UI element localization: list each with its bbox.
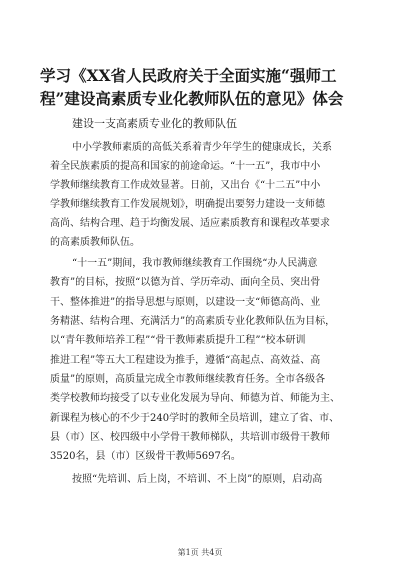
body-line: 学教师继续教育工作成效显著。日前，又出台《“十二五”中小	[50, 180, 321, 191]
body-line: 高尚、结构合理、趋于均衡发展、适应素质教育和课程改革要求	[50, 218, 330, 229]
page-footer: 第1页 共4页	[177, 548, 223, 557]
body-line: 县（市）区、校四级中小学骨干教师梯队，共培训市级骨干教师	[50, 432, 330, 443]
body-line: 类学校教师均接受了以专业化发展为导向、师德为首、师能为主、	[50, 393, 340, 404]
body-line: 质量”的原则，高质量完成全市教师继续教育任务。全市各级各	[50, 374, 326, 385]
body-line: 教育”的目标，按照“以德为首、学历牵动、面向全员、突出骨	[50, 277, 321, 288]
body-line: 按照“先培训、后上岗，不培训、不上岗”的原则，启动高	[72, 474, 323, 485]
title-line-1: 学习《XX省人民政府关于全面实施“强师工	[40, 66, 337, 85]
document-title	[40, 64, 362, 110]
body-line: 中小学教师素质的高低关系着青少年学生的健康成长，关系	[72, 142, 332, 153]
body-line: 以“青年教师培养工程”“骨干教师素质提升工程”“校本研训	[50, 335, 306, 346]
body-line: 3520名，县（市）区级骨干教师5697名。	[50, 451, 241, 462]
body-line: 的高素质教师队伍。	[50, 237, 140, 248]
document-subtitle: 建设一支高素质专业化的教师队伍	[72, 117, 237, 130]
body-line: 干、整体推进”的指导思想与原则，以建设一支“师德高尚、业	[50, 297, 321, 308]
body-line: 学教师继续教育工作发展规划》，明确提出要努力建设一支师德	[50, 199, 325, 210]
body-line: 着全民族素质的提高和国家的前途命运。“十一五”，我市中小	[50, 161, 321, 172]
body-line: 务精湛、结构合理、充满活力”的高素质专业化教师队伍为目标，	[50, 316, 336, 327]
body-line: “十一五”期间，我市教师继续教育工作围绕“办人民满意	[72, 258, 318, 269]
title-line-2: 程”建设高素质专业化教师队伍的意见》体会	[40, 89, 344, 108]
body-line: 新课程为核心的不少于240学时的教师全员培训，建立了省、市、	[50, 413, 340, 424]
body-line: 推进工程”等五大工程建设为推手，遵循“高起点、高效益、高	[50, 355, 321, 366]
